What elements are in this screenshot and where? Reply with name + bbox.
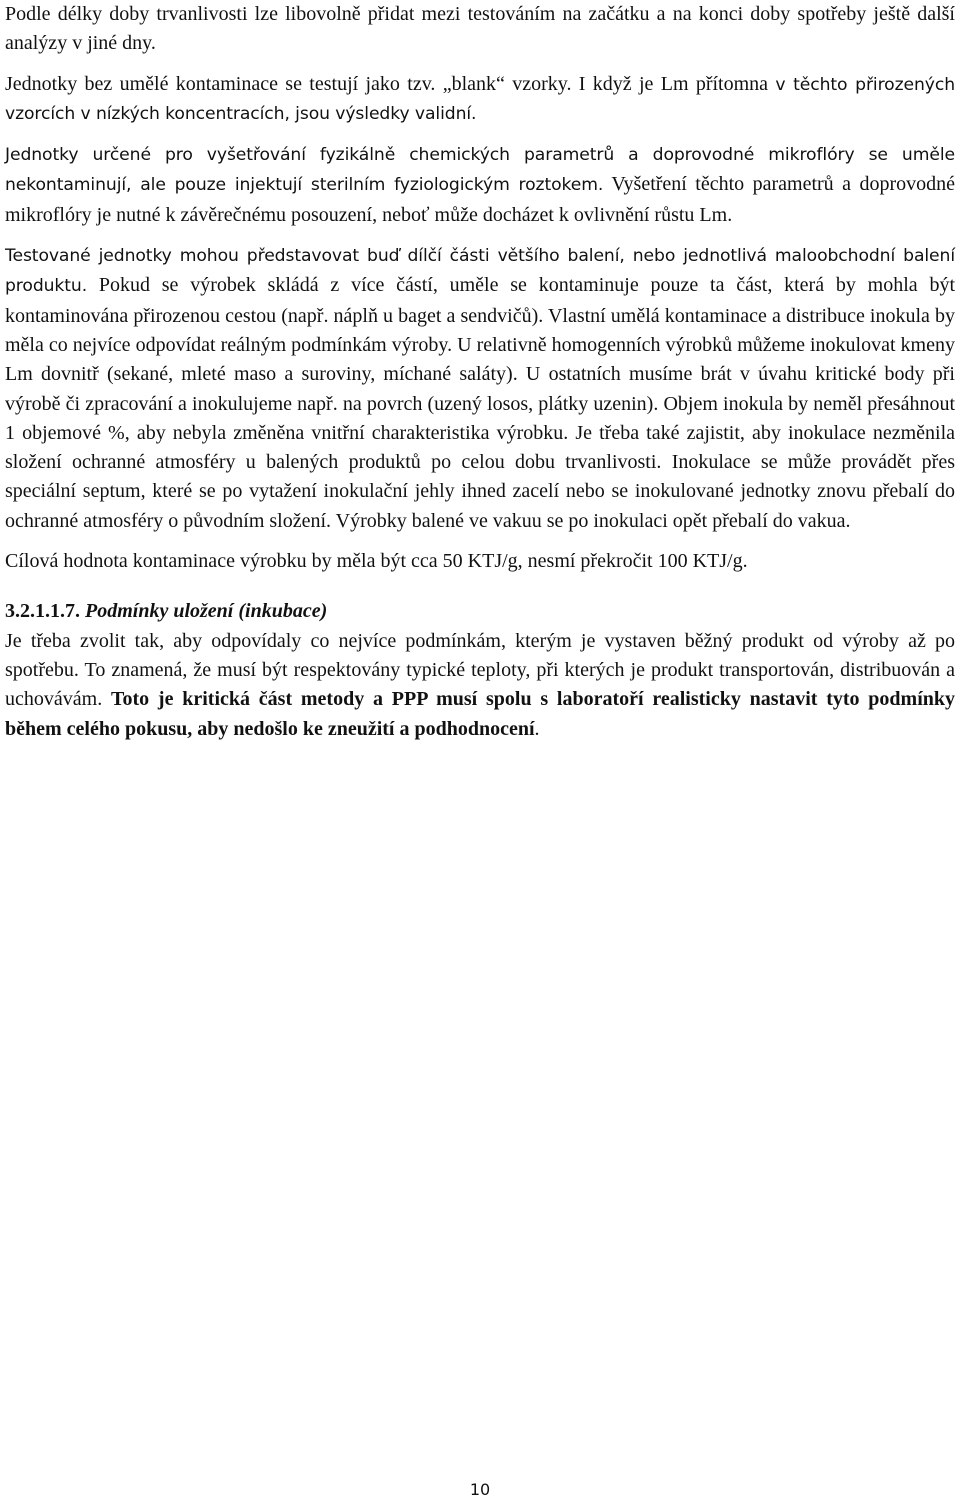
paragraph-physicochemical-part1: Jednotky určené pro vyšetřování fyzikálně chemických parametrů a doprovodné mikroflóry se uměle nekontaminují, ale pouze injektují sterilním fyziologickým roztokem. [5,145,955,196]
paragraph-physicochemical-units [5,140,955,230]
section-heading [5,597,955,626]
section-title: Podmínky uložení (inkubace) [85,600,328,623]
section-body-regular: Je třeba zvolit tak, aby odpovídaly co nejvíce podmínkám, kterým je vystaven běžný produkt od výroby až po spotřebu. To znamená, že musí být respektovány typické teploty, při kterých je produkt transportován, distribuován a uchovávám. [5,629,955,711]
paragraph-blank-samples-part1: Jednotky bez umělé kontaminace se testují jako tzv. „blank“ vzorky. I když je Lm přítomna [5,72,776,95]
paragraph-physicochemical-part2: Vyšetření těchto parametrů a doprovodné mikroflóry je nutné k závěrečnému posouzení, neboť může docházet k ovlivnění růstu Lm. [5,173,955,226]
page-number: 10 [469,1480,491,1499]
paragraph-shelf-life: Podle délky doby trvanlivosti lze libovolně přidat mezi testováním na začátku a na konci doby spotřeby ještě další analýzy v jiné dny. [5,3,955,55]
section-body-bold: Toto je kritická část metody a PPP musí spolu s laboratoří realisticky nastavit tyto podmínky během celého pokusu, aby nedošlo ke zneužití a podhodnocení [5,688,956,740]
paragraph-tested-units-part2: Pokud se výrobek skládá z více částí, uměle se kontaminuje pouze ta část, která by mohla být kontaminována přirozenou cestou (např. náplň u baget a sendvičů). Vlastní umělá kontaminace a distribuce inokula by měla co nejvíce odpovídat reálným podmínkám výroby. U relativně homogenních výrobků můžeme inokulovat kmeny Lm dovnitř (sekané, mleté maso a suroviny, míchané saláty). U ostatních musíme brát v úvahu kritické body při výrobě či zpracování a inokulujeme např. na povrch (uzený losos, plátky uzenin). Objem inokula by neměl přesáhnout 1 objemové %, aby nebyla změněna vnitřní charakteristika výrobku. Je třeba také zajistit, aby inokulace nezměnila složení ochranné atmosféry u balených produktů po celou dobu trvanlivosti. Inokulace se může provádět přes speciální septum, které se po vytažení inokulační jehly ihned zacelí nebo se inokulované jednotky znovu přebalí do ochranné atmosféry o původním složení. Výrobky balené ve vakuu se po inokulaci opět přebalí do vakua. [5,274,955,532]
section-body [5,627,955,744]
paragraph-blank-samples-part2: v těchto přirozených vzorcích v nízkých koncentracích, jsou výsledky validní. [5,74,955,124]
paragraph-tested-units-part1: Testované jednotky mohou představovat buď dílčí části většího balení, nebo jednotlivá maloobchodní balení produktu. [5,246,955,297]
paragraph-target-contamination: Cílová hodnota kontaminace výrobku by měla být cca 50 KTJ/g, nesmí překročit 100 KTJ/g. [5,550,748,573]
paragraph-tested-units [5,241,955,536]
paragraph-blank-samples [5,70,955,130]
section-body-end: . [534,717,540,740]
document-page [5,0,955,744]
section-number: 3.2.1.1.7. [5,600,80,623]
